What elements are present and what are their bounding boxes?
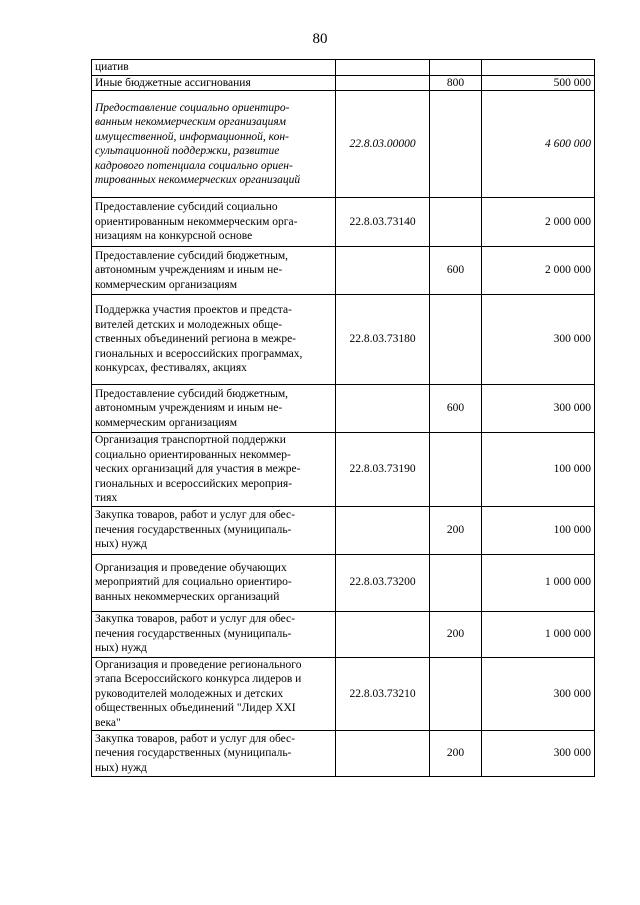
expense-type-cell bbox=[430, 60, 482, 76]
sum-cell: 2 000 000 bbox=[482, 247, 595, 295]
table-row bbox=[92, 295, 595, 385]
expense-type-cell: 800 bbox=[430, 75, 482, 91]
code-cell bbox=[336, 611, 430, 657]
sum-cell: 100 000 bbox=[482, 506, 595, 554]
name-cell: Организация и проведение регионального этапа Всероссийского конкурса лидеров и руководителей молодежных и детских общественных объединений "Лидер XXI века" bbox=[92, 657, 336, 731]
sum-cell: 1 000 000 bbox=[482, 554, 595, 611]
table-row bbox=[92, 91, 595, 198]
name-cell: Закупка товаров, работ и услуг для обес- печения государственных (муниципаль- ных) нужд bbox=[92, 611, 336, 657]
code-cell: 22.8.03.00000 bbox=[336, 91, 430, 198]
table-row bbox=[92, 506, 595, 554]
table-row bbox=[92, 554, 595, 611]
budget-table-body bbox=[92, 60, 595, 777]
code-cell bbox=[336, 75, 430, 91]
name-cell: Предоставление субсидий социально ориентированным некоммерческим орга- низациям на конкурсной основе bbox=[92, 198, 336, 247]
table-row bbox=[92, 731, 595, 777]
sum-cell: 4 600 000 bbox=[482, 91, 595, 198]
name-cell: Закупка товаров, работ и услуг для обес- печения государственных (муниципаль- ных) нужд bbox=[92, 731, 336, 777]
code-cell bbox=[336, 731, 430, 777]
sum-cell: 2 000 000 bbox=[482, 198, 595, 247]
name-cell: Закупка товаров, работ и услуг для обес- печения государственных (муниципаль- ных) нужд bbox=[92, 506, 336, 554]
expense-type-cell bbox=[430, 198, 482, 247]
expense-type-cell bbox=[430, 554, 482, 611]
expense-type-cell: 200 bbox=[430, 731, 482, 777]
expense-type-cell bbox=[430, 91, 482, 198]
name-cell: Поддержка участия проектов и предста- вителей детских и молодежных обще- ственных объединений региона в межре- гиональных и всероссийских программах, конкурсах, фестивалях, акциях bbox=[92, 295, 336, 385]
name-cell: циатив bbox=[92, 60, 336, 76]
expense-type-cell: 600 bbox=[430, 385, 482, 433]
table-row bbox=[92, 385, 595, 433]
budget-table bbox=[91, 59, 595, 777]
page-number: 80 bbox=[312, 31, 328, 47]
code-cell bbox=[336, 506, 430, 554]
code-cell bbox=[336, 60, 430, 76]
expense-type-cell bbox=[430, 295, 482, 385]
code-cell bbox=[336, 247, 430, 295]
expense-type-cell: 200 bbox=[430, 506, 482, 554]
name-cell: Предоставление субсидий бюджетным, автономным учреждениям и иным не- коммерческим организациям bbox=[92, 385, 336, 433]
sum-cell: 300 000 bbox=[482, 295, 595, 385]
sum-cell: 500 000 bbox=[482, 75, 595, 91]
name-cell: Организация транспортной поддержки социально ориентированных некоммер- ческих организаций для участия в межре- гиональных и всероссийских мероприя- тиях bbox=[92, 433, 336, 507]
table-row bbox=[92, 433, 595, 507]
table-row bbox=[92, 611, 595, 657]
table-row bbox=[92, 657, 595, 731]
code-cell bbox=[336, 385, 430, 433]
code-cell: 22.8.03.73200 bbox=[336, 554, 430, 611]
name-cell: Предоставление субсидий бюджетным, автономным учреждениям и иным не- коммерческим организациям bbox=[92, 247, 336, 295]
name-cell: Иные бюджетные ассигнования bbox=[92, 75, 336, 91]
name-cell: Предоставление социально ориентиро- ванным некоммерческим организациям имущественной, информационной, кон- сультационной поддержки, развитие кадрового потенциала социально ориен- тированных некоммерческих организаций bbox=[92, 91, 336, 198]
code-cell: 22.8.03.73180 bbox=[336, 295, 430, 385]
sum-cell: 300 000 bbox=[482, 385, 595, 433]
expense-type-cell: 600 bbox=[430, 247, 482, 295]
table-row bbox=[92, 60, 595, 76]
table-row bbox=[92, 247, 595, 295]
sum-cell: 300 000 bbox=[482, 657, 595, 731]
sum-cell: 100 000 bbox=[482, 433, 595, 507]
expense-type-cell bbox=[430, 657, 482, 731]
code-cell: 22.8.03.73190 bbox=[336, 433, 430, 507]
expense-type-cell: 200 bbox=[430, 611, 482, 657]
sum-cell bbox=[482, 60, 595, 76]
code-cell: 22.8.03.73140 bbox=[336, 198, 430, 247]
table-row bbox=[92, 198, 595, 247]
sum-cell: 300 000 bbox=[482, 731, 595, 777]
name-cell: Организация и проведение обучающих мероприятий для социально ориентиро- ванных некоммерческих организаций bbox=[92, 554, 336, 611]
code-cell: 22.8.03.73210 bbox=[336, 657, 430, 731]
expense-type-cell bbox=[430, 433, 482, 507]
sum-cell: 1 000 000 bbox=[482, 611, 595, 657]
table-row bbox=[92, 75, 595, 91]
